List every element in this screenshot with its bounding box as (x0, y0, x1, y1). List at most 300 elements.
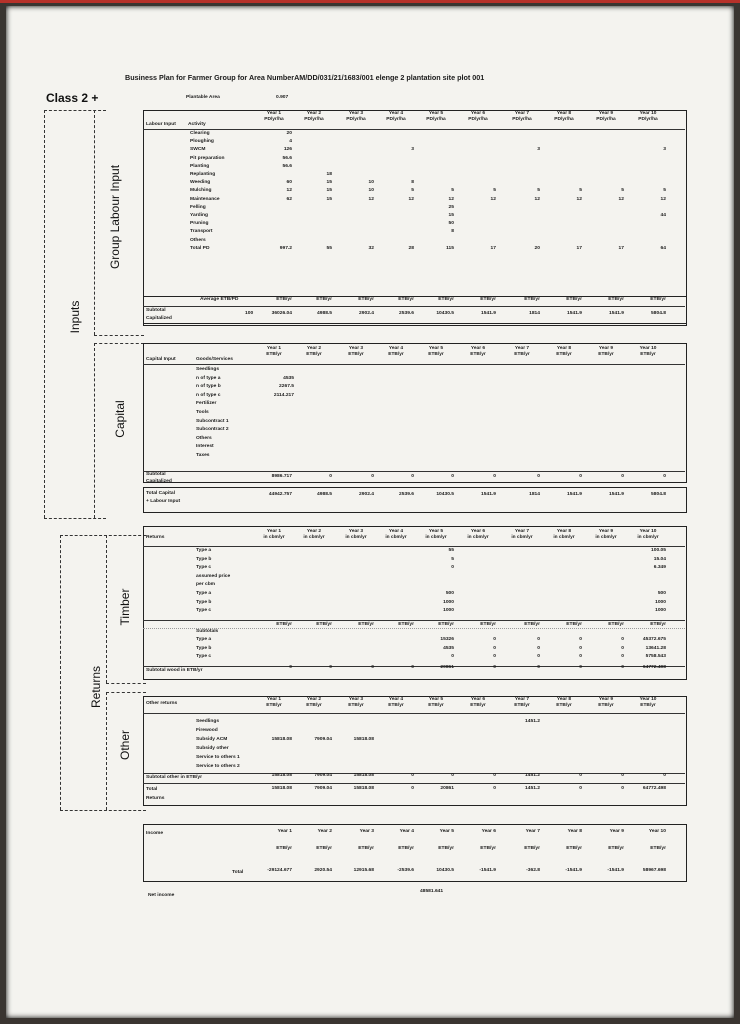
labour-subtotal-cell-y4: 2539.6 (399, 311, 414, 316)
capital-side-label: Capital (113, 400, 127, 438)
capital-row-value: 2267.5 (279, 384, 294, 390)
timber-header-year-8: Year 8 in cbm/yr (553, 529, 575, 541)
other-total-cell-y7: 1451.2 (525, 786, 540, 791)
capital-subtotal-cell-y1: 8986.717 (271, 474, 292, 479)
labour-row-cell-y9: 5 (621, 188, 624, 194)
labour-header-year-1: Year 1 PD/yr/ha (264, 111, 284, 123)
capital-header-year-6: Year 6 ETB/yr (470, 346, 486, 358)
income-total-cell-y6: -1541.9 (479, 868, 496, 873)
timber-row-label: Type c (196, 608, 212, 614)
capital-subtotal-line (143, 471, 685, 472)
labour-row-cell-y2: 15 (326, 188, 332, 194)
labour-subtotal-cell-y5: 10430.5 (436, 311, 454, 316)
net-income-label: Net income (148, 893, 175, 898)
timber-etb-unit: ETB/yr (316, 622, 332, 627)
capital-total-cell-y10: 5804.8 (651, 492, 666, 497)
labour-row-cell-y6: 12 (490, 196, 496, 202)
timber-etb-unit: ETB/yr (398, 622, 414, 627)
labour-row-label: Others (190, 237, 206, 243)
labour-row-label: Ploughing (190, 139, 214, 145)
capital-row-label: Fertilizer (196, 401, 217, 407)
labour-row-cell-y10: 64 (660, 245, 666, 251)
timber-sub-row-cell-y10: 5758.543 (645, 654, 666, 660)
timber-subtotal-cell-y7: 0 (537, 665, 540, 670)
labour-row-cell-y2: 18 (326, 172, 332, 177)
labour-etb-unit: ETB/yr (358, 297, 374, 302)
capital-row-label: n of type b (196, 384, 221, 390)
capital-total-cell-y5: 10430.5 (436, 492, 454, 497)
timber-row-cell-y5: 1000 (443, 608, 454, 614)
income-header-year-1: Year 1 (277, 829, 292, 834)
labour-row-cell-y5: 5 (451, 188, 454, 194)
labour-row-cell-y4: 28 (408, 245, 414, 251)
labour-row-cell-y6: 17 (490, 245, 496, 251)
other-header-year-9: Year 9 ETB/yr (598, 697, 614, 709)
labour-row-cell-y7: 5 (537, 188, 540, 194)
labour-row-cell-y6: 5 (493, 188, 496, 194)
other-row-cell-y3: 15818.08 (353, 736, 374, 742)
capital-row-label: Others (196, 435, 212, 441)
labour-etb-unit: ETB/yr (316, 297, 332, 302)
other-total-cell-y6: 0 (493, 786, 496, 791)
labour-etb-unit: ETB/yr (480, 297, 496, 302)
labour-capitalized-label: Capitalized (146, 316, 172, 321)
capital-total-label-2: + Labour Input (146, 499, 181, 504)
labour-row-label: Clearing (190, 131, 210, 136)
other-subtotal-cell-y8: 0 (579, 773, 582, 778)
timber-sub-row-cell-y9: 0 (621, 654, 624, 660)
timber-row-cell-y10: 1000 (655, 599, 666, 605)
timber-row-label: Type c (196, 565, 212, 571)
timber-subtotal-cell-y10: 64772.498 (642, 665, 666, 670)
timber-header-year-10: Year 10 in cbm/yr (637, 529, 659, 541)
income-total-cell-y7: -362.8 (526, 868, 540, 873)
labour-row-cell-y9: 17 (618, 245, 624, 251)
labour-row-label: Maintenance (190, 196, 220, 202)
labour-subtotal-cell-y10: 5804.8 (651, 311, 666, 316)
other-total-line (143, 783, 685, 784)
timber-header-line (143, 546, 685, 547)
other-total-cell-y5: 20861 (440, 786, 454, 791)
other-row-label: Service to others 2 (196, 763, 240, 769)
other-header-year-3: Year 3 ETB/yr (348, 697, 364, 709)
other-subtotal-cell-y5: 0 (451, 773, 454, 778)
capital-header-year-5: Year 5 ETB/yr (428, 346, 444, 358)
capital-subtotal-cell-y5: 0 (451, 474, 454, 479)
labour-row-label: Pit preparation (190, 155, 225, 161)
timber-row-label: assumed price (196, 573, 231, 579)
labour-row-cell-y10: 3 (663, 147, 666, 153)
labour-subtotal-cell-y3: 2902.4 (359, 311, 374, 316)
capital-subtotal-cell-y7: 0 (537, 474, 540, 479)
other-row-label: Firewood (196, 727, 218, 733)
labour-row-label: Replanting (190, 172, 216, 177)
timber-etb-unit: ETB/yr (608, 622, 624, 627)
income-header-unit-2: ETB/yr (316, 846, 332, 851)
labour-etb-unit: ETB/yr (524, 297, 540, 302)
inputs-frame-bottom (44, 518, 106, 519)
labour-subtotal-label: Subtotal (146, 308, 166, 313)
timber-subtotal-cell-y1: 0 (289, 665, 292, 670)
labour-row-cell-y5: 8 (451, 229, 454, 235)
other-subtotal-cell-y7: 1451.2 (525, 773, 540, 778)
labour-row-cell-y1: 56.6 (282, 163, 292, 169)
capital-row-value: 2114.217 (273, 392, 294, 398)
timber-side-label: Timber (118, 588, 132, 626)
timber-sub-row-cell-y8: 0 (579, 645, 582, 651)
labour-subtotal-cell-y1: 36026.04 (271, 311, 292, 316)
inputs-frame-left (44, 110, 45, 518)
labour-etb-unit: ETB/yr (398, 297, 414, 302)
capital-frame-inner (94, 343, 95, 518)
income-header-year-3: Year 3 (359, 829, 374, 834)
labour-row-cell-y3: 10 (368, 188, 374, 194)
other-total-cell-y9: 0 (621, 786, 624, 791)
timber-sub-row-cell-y10: 45372.675 (642, 637, 666, 642)
capital-row-label: Interest (196, 444, 214, 450)
timber-row-cell-y10: 500 (657, 591, 666, 596)
labour-row-label: Transport (190, 229, 213, 235)
income-header-unit-3: ETB/yr (358, 846, 374, 851)
labour-header-year-4: Year 4 PD/yr/ha (386, 111, 406, 123)
other-row-cell-y7: 1451.2 (525, 719, 540, 724)
capital-header-left: Capital Input (146, 357, 176, 362)
timber-row-cell-y10: 1000 (655, 608, 666, 614)
timber-sub-row-cell-y8: 0 (579, 637, 582, 642)
labour-row-cell-y5: 12 (448, 196, 454, 202)
timber-sub-row-label: Type a (196, 637, 212, 642)
timber-row-cell-y5: 0 (451, 565, 454, 571)
other-frame-inner (106, 692, 107, 810)
labour-etb-unit: ETB/yr (650, 297, 666, 302)
income-header-unit-10: ETB/yr (650, 846, 666, 851)
capital-total-label-1: Total Capital (146, 491, 175, 496)
labour-etb-unit: ETB/yr (566, 297, 582, 302)
timber-subtotal-cell-y6: 0 (493, 665, 496, 670)
timber-sub-row-cell-y6: 0 (493, 637, 496, 642)
capital-header-year-8: Year 8 ETB/yr (556, 346, 572, 358)
timber-etb-unit: ETB/yr (524, 622, 540, 627)
timber-row-label: Type a (196, 591, 212, 596)
timber-row-label: Type a (196, 548, 212, 553)
labour-header-year-7: Year 7 PD/yr/ha (512, 111, 532, 123)
other-subtotal-cell-y10: 0 (663, 773, 666, 778)
group-labour-side-label: Group Labour Input (108, 164, 122, 270)
labour-row-cell-y7: 12 (534, 196, 540, 202)
labour-row-cell-y1: 20 (286, 131, 292, 136)
timber-subtotal-cell-y9: 0 (621, 665, 624, 670)
timber-sub-row-cell-y7: 0 (537, 645, 540, 651)
timber-row-cell-y5: 55 (448, 548, 454, 553)
income-header-year-10: Year 10 (648, 829, 666, 834)
labour-row-cell-y8: 5 (579, 188, 582, 194)
returns-side-label: Returns (89, 665, 103, 709)
timber-header-year-5: Year 5 in cbm/yr (425, 529, 447, 541)
income-header-unit-7: ETB/yr (524, 846, 540, 851)
labour-etb-unit: ETB/yr (276, 297, 292, 302)
capital-header-line (143, 364, 685, 365)
capital-row-label: n of type a (196, 375, 221, 381)
capital-subtotal-label: Subtotal (146, 472, 166, 477)
labour-row-cell-y2: 15 (326, 196, 332, 202)
capital-total-cell-y4: 2539.6 (399, 492, 414, 497)
capital-row-label: n of type c (196, 392, 221, 398)
other-total-label-2: Returns (146, 796, 165, 801)
labour-row-cell-y9: 12 (618, 196, 624, 202)
income-total-cell-y1: -29124.677 (267, 868, 292, 873)
timber-sub-row-cell-y8: 0 (579, 654, 582, 660)
other-header-year-7: Year 7 ETB/yr (514, 697, 530, 709)
labour-avg-value: 100 (245, 311, 254, 316)
labour-subtotal-cell-y2: 4988.5 (317, 311, 332, 316)
timber-header-year-4: Year 4 in cbm/yr (385, 529, 407, 541)
income-total-label: Total (232, 870, 244, 875)
timber-row-cell-y5: 1000 (443, 599, 454, 605)
timber-row-cell-y10: 100.05 (651, 548, 666, 553)
labour-frame-bottom (94, 335, 144, 336)
timber-subtotals-label: Subtotals (196, 629, 219, 634)
labour-header-year-8: Year 8 PD/yr/ha (554, 111, 574, 123)
other-subtotal-cell-y1: 15818.08 (271, 773, 292, 778)
income-header-unit-4: ETB/yr (398, 846, 414, 851)
income-total-cell-y4: -2539.6 (397, 868, 414, 873)
timber-etb-unit: ETB/yr (480, 622, 496, 627)
labour-row-cell-y1: 12 (286, 188, 292, 194)
timber-row-label: per cbm (196, 582, 216, 588)
labour-row-cell-y1: 62 (286, 196, 292, 202)
other-frame-top (106, 692, 146, 693)
labour-row-cell-y1: 4 (289, 139, 292, 145)
capital-header-year-9: Year 9 ETB/yr (598, 346, 614, 358)
income-header-unit-8: ETB/yr (566, 846, 582, 851)
labour-header-left: Labour Input (146, 122, 176, 127)
timber-sub-row-label: Type c (196, 654, 212, 660)
top-edge-mark (0, 0, 740, 3)
labour-row-cell-y1: 60 (286, 180, 292, 186)
inputs-side-label: Inputs (68, 300, 82, 334)
returns-frame-top (60, 535, 146, 536)
other-subtotal-cell-y3: 15818.08 (353, 773, 374, 778)
timber-sub-row-cell-y10: 13641.28 (645, 645, 666, 651)
capital-row-label: Taxes (196, 453, 210, 458)
labour-header-activity: Activity (188, 122, 206, 127)
income-total-cell-y8: -1541.9 (565, 868, 582, 873)
labour-row-label: SWCM (190, 147, 206, 153)
document-title: Business Plan for Farmer Group for Area NumberAM/DD/031/21/1683/001 elenge 2 plantation site plot 001 (125, 73, 485, 82)
timber-subtotals-line (143, 628, 685, 629)
plantable-area-value: 0.907 (276, 95, 289, 100)
labour-row-label: Mulching (190, 188, 212, 194)
labour-etb-unit: ETB/yr (608, 297, 624, 302)
capital-row-label: Subcontract 2 (196, 427, 229, 433)
labour-subtotal-cell-y7: 1814 (529, 311, 540, 316)
capital-header-year-4: Year 4 ETB/yr (388, 346, 404, 358)
class-label: Class 2 + (46, 91, 99, 105)
labour-row-cell-y5: 15 (448, 213, 454, 218)
capital-total-cell-y7: 1814 (529, 492, 540, 497)
timber-etb-unit: ETB/yr (566, 622, 582, 627)
timber-frame-inner (106, 535, 107, 683)
returns-frame-left (60, 535, 61, 810)
labour-row-cell-y3: 32 (368, 245, 374, 251)
timber-frame-bottom (106, 683, 146, 684)
labour-header-year-3: Year 3 PD/yr/ha (346, 111, 366, 123)
other-total-cell-y4: 0 (411, 786, 414, 791)
capital-frame-top (94, 343, 144, 344)
timber-row-cell-y5: 5 (451, 556, 454, 562)
timber-subtotal-cell-y3: 0 (371, 665, 374, 670)
timber-header-year-9: Year 9 in cbm/yr (595, 529, 617, 541)
income-total-cell-y5: 10430.5 (436, 868, 454, 873)
other-header-year-5: Year 5 ETB/yr (428, 697, 444, 709)
timber-row-cell-y10: 15.04 (653, 556, 666, 562)
capital-header-year-1: Year 1 ETB/yr (266, 346, 282, 358)
labour-row-cell-y4: 12 (408, 196, 414, 202)
labour-row-cell-y4: 8 (411, 180, 414, 186)
timber-sub-row-cell-y9: 0 (621, 637, 624, 642)
capital-total-box (143, 487, 687, 513)
timber-row-cell-y5: 500 (445, 591, 454, 596)
income-header-unit-1: ETB/yr (276, 846, 292, 851)
timber-header-year-1: Year 1 in cbm/yr (263, 529, 285, 541)
labour-subtotal-cell-y9: 1541.9 (609, 311, 624, 316)
capital-row-label: Subcontract 1 (196, 418, 229, 424)
timber-sub-row-cell-y6: 0 (493, 654, 496, 660)
capital-header-year-3: Year 3 ETB/yr (348, 346, 364, 358)
labour-row-cell-y5: 50 (448, 221, 454, 227)
capital-subtotal-cell-y2: 0 (329, 474, 332, 479)
labour-row-cell-y8: 17 (576, 245, 582, 251)
labour-subtotal-cell-y8: 1541.9 (567, 311, 582, 316)
timber-subtotal-cell-y5: 20861 (440, 665, 454, 670)
capital-header-year-7: Year 7 ETB/yr (514, 346, 530, 358)
other-subtotal-cell-y6: 0 (493, 773, 496, 778)
income-header-year-6: Year 6 (481, 829, 496, 834)
other-subtotal-label: Subtotal other in ETB/yr (146, 775, 202, 780)
labour-subtotal-line (143, 306, 685, 307)
labour-header-year-5: Year 5 PD/yr/ha (426, 111, 446, 123)
timber-subtotal-cell-y8: 0 (579, 665, 582, 670)
timber-sub-row-cell-y6: 0 (493, 645, 496, 651)
timber-subtotal-cell-y4: 0 (411, 665, 414, 670)
capital-total-cell-y6: 1541.9 (481, 492, 496, 497)
timber-sub-row-label: Type b (196, 645, 212, 651)
other-row-cell-y1: 15818.08 (271, 736, 292, 742)
labour-row-cell-y5: 115 (446, 245, 454, 251)
other-header-year-2: Year 2 ETB/yr (306, 697, 322, 709)
income-header-unit-6: ETB/yr (480, 846, 496, 851)
labour-etb-unit: ETB/yr (438, 297, 454, 302)
timber-row-label: Type b (196, 556, 212, 562)
other-row-label: Subsidy other (196, 745, 229, 751)
capital-header-goods: Goods/Services (196, 357, 233, 362)
capital-total-cell-y3: 2902.4 (359, 492, 374, 497)
capital-row-label: Seedlings (196, 367, 220, 372)
income-header-left: Income (146, 831, 164, 836)
timber-sub-row-cell-y7: 0 (537, 654, 540, 660)
labour-avg-label: Average ETB/PD (200, 297, 239, 302)
labour-row-cell-y10: 5 (663, 188, 666, 194)
labour-row-label: Felling (190, 204, 206, 210)
labour-row-label: Planting (190, 163, 210, 169)
labour-row-label: Weeding (190, 180, 211, 186)
income-total-cell-y2: 2920.54 (314, 868, 332, 873)
labour-row-cell-y8: 12 (576, 196, 582, 202)
plantable-area-label: Plantable Area (186, 95, 220, 100)
capital-row-label: Tools (196, 410, 209, 415)
capital-subtotal-cell-y4: 0 (411, 474, 414, 479)
timber-etb-line (143, 620, 685, 621)
labour-row-cell-y10: 12 (660, 196, 666, 202)
labour-row-cell-y7: 3 (537, 147, 540, 153)
capital-subtotal-cell-y9: 0 (621, 474, 624, 479)
income-total-cell-y3: 12915.68 (353, 868, 374, 873)
labour-row-cell-y1: 126 (283, 147, 292, 153)
timber-subtotal-label: Subtotal wood in ETB/yr (146, 668, 203, 673)
timber-header-year-2: Year 2 in cbm/yr (303, 529, 325, 541)
other-header-year-1: Year 1 ETB/yr (266, 697, 282, 709)
labour-row-label: Total PD (190, 245, 210, 251)
labour-row-cell-y3: 12 (368, 196, 374, 202)
timber-sub-row-cell-y7: 0 (537, 637, 540, 642)
income-header-year-9: Year 9 (609, 829, 624, 834)
other-header-year-4: Year 4 ETB/yr (388, 697, 404, 709)
labour-row-cell-y4: 5 (411, 188, 414, 194)
timber-etb-unit: ETB/yr (650, 622, 666, 627)
other-header-year-8: Year 8 ETB/yr (556, 697, 572, 709)
timber-header-year-6: Year 6 in cbm/yr (467, 529, 489, 541)
income-header-year-2: Year 2 (317, 829, 332, 834)
other-row-cell-y2: 7909.04 (314, 736, 332, 742)
other-header-line (143, 713, 685, 714)
labour-row-cell-y7: 20 (534, 245, 540, 251)
labour-row-cell-y2: 15 (326, 180, 332, 186)
capital-total-cell-y2: 4988.5 (317, 492, 332, 497)
timber-header-year-3: Year 3 in cbm/yr (345, 529, 367, 541)
income-header-unit-9: ETB/yr (608, 846, 624, 851)
timber-row-label: Type b (196, 599, 212, 605)
labour-row-cell-y1: 56.6 (282, 155, 292, 161)
income-total-cell-y9: -1541.9 (607, 868, 624, 873)
labour-subtotal-cell-y6: 1541.9 (481, 311, 496, 316)
capital-subtotal-cell-y3: 0 (371, 474, 374, 479)
income-total-cell-y10: 58967.698 (642, 868, 666, 873)
other-row-label: Service to others 1 (196, 754, 240, 760)
labour-row-cell-y5: 25 (448, 204, 454, 210)
labour-row-label: Pruning (190, 221, 209, 227)
capital-header-year-10: Year 10 ETB/yr (639, 346, 657, 358)
other-header-year-10: Year 10 ETB/yr (639, 697, 657, 709)
timber-header-year-7: Year 7 in cbm/yr (511, 529, 533, 541)
timber-header-left: Returns (146, 535, 165, 540)
other-total-label-1: Total (146, 787, 158, 792)
labour-row-cell-y4: 3 (411, 147, 414, 153)
labour-header-year-10: Year 10 PD/yr/ha (638, 111, 658, 123)
income-header-year-7: Year 7 (525, 829, 540, 834)
labour-row-cell-y1: 997.2 (279, 245, 292, 251)
labour-frame-inner (94, 110, 95, 335)
timber-etb-unit: ETB/yr (276, 622, 292, 627)
other-total-cell-y8: 0 (579, 786, 582, 791)
labour-row-cell-y3: 10 (368, 180, 374, 186)
labour-header-year-6: Year 6 PD/yr/ha (468, 111, 488, 123)
other-total-cell-y2: 7909.04 (314, 786, 332, 791)
other-subtotal-cell-y2: 7909.04 (314, 773, 332, 778)
timber-sub-row-cell-y5: 15326 (440, 637, 454, 642)
capital-capitalized-label: Capitalized (146, 479, 172, 484)
other-side-label: Other (118, 730, 132, 761)
timber-row-cell-y10: 6.349 (653, 565, 666, 571)
